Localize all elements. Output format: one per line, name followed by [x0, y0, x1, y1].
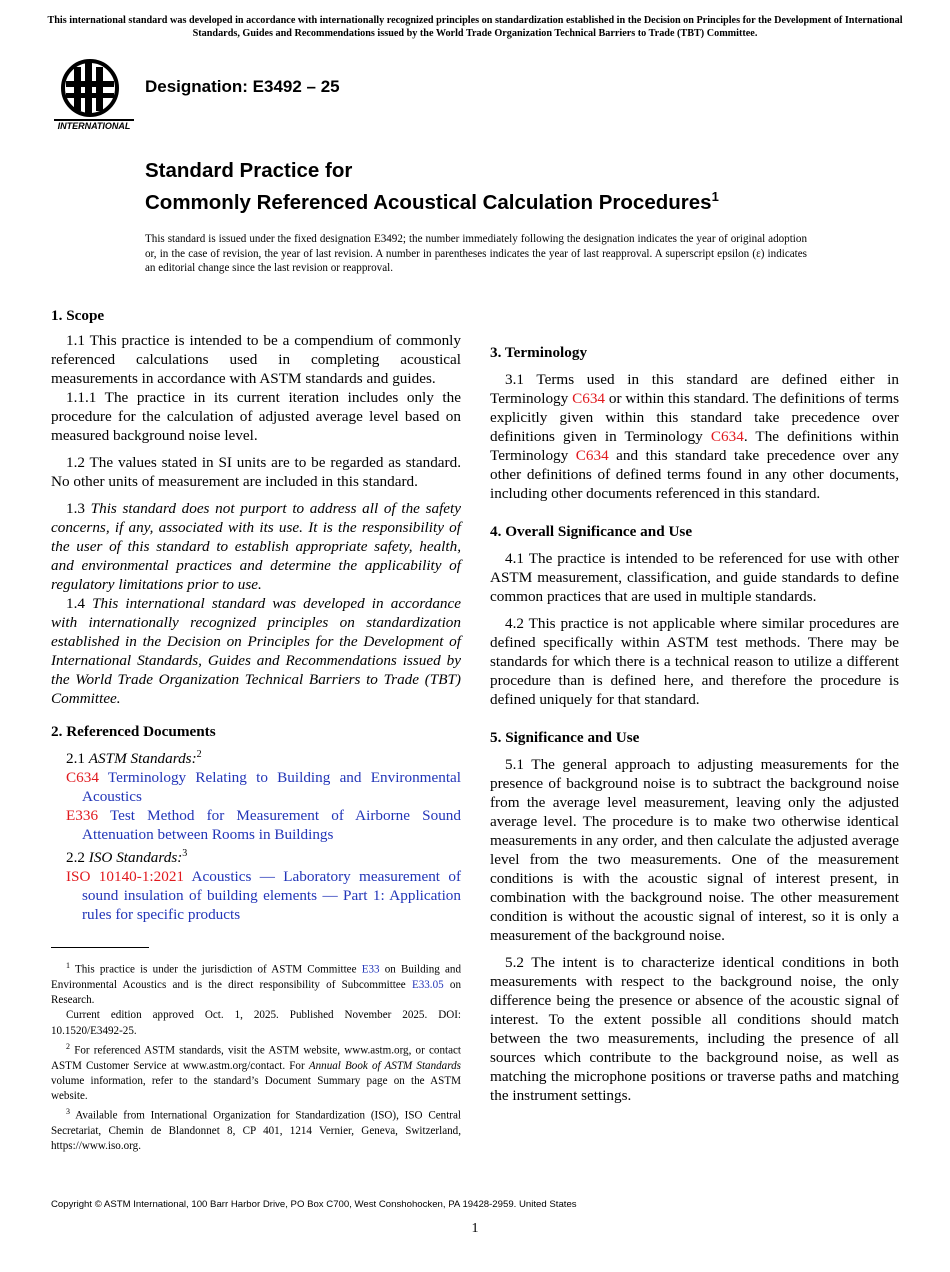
- iso-standards-label: [51, 844, 461, 867]
- para-5-1: 5.1 The general approach to adjusting measurements for the presence of background noise is to subtract the background noise from the average level measurement, leaving only the adjusted average level. The procedure is to make two otherwise identical measurements in any order, and then calculate the adjusted average level from the two measurements. One of the measurement conditions is with the acoustic signal of interest present, in combination with the background noise. The other measurement condition is without the acoustic signal of interest, so it is only a measurement of the background noise.: [490, 756, 899, 944]
- left-column: [51, 306, 461, 924]
- section-heading-significance-and-use: 5. Significance and Use: [490, 729, 640, 746]
- para-1-1: 1.1 This practice is intended to be a compendium of commonly referenced calculations used in completing acoustical measurements in accordance with ASTM standards and guides.: [51, 332, 461, 387]
- e336-link[interactable]: E336: [66, 807, 99, 825]
- astm-logo: [52, 57, 136, 131]
- section-heading-overall-significance: 4. Overall Significance and Use: [490, 523, 693, 540]
- title-footnote-mark: 1: [711, 189, 719, 204]
- astm-standards-number: 2.1: [66, 750, 85, 768]
- para-1-4-number: 1.4: [66, 595, 85, 612]
- designation: Designation: E3492 – 25: [145, 77, 340, 96]
- para-3-1-text-b: or within this standard. The definitions of terms explicitly given within this standard take precedence over definitions given in Terminology: [490, 390, 900, 445]
- copyright-notice: Copyright © ASTM International, 100 Barr Harbor Drive, PO Box C700, West Conshohocken, PA 19428-2959. United States: [51, 1199, 577, 1210]
- reference-c634: [51, 768, 461, 806]
- document-title: [145, 158, 719, 216]
- reference-iso-10140: [51, 867, 461, 924]
- footnote-2-text-a: For referenced ASTM standards, visit the ASTM website, www.astm.org, or contact ASTM Customer Service at www.astm.org/contact. For: [51, 1044, 461, 1072]
- footnote-1-mark: 1: [66, 961, 70, 970]
- para-5-2: 5.2 The intent is to characterize identical conditions in both measurements with respect to the background noise, the only difference being the presence or absence of the acoustic signal of interest. To the extent possible all conditions should match between the two measurements, including the presence of all sources which contribute to the background noise, as well as matching the microphone positions or traverse paths and matching the instrument settings.: [490, 954, 899, 1104]
- terminology-c634-link-3[interactable]: C634: [575, 447, 609, 464]
- section-heading-referenced-documents: 2. Referenced Documents: [51, 723, 216, 740]
- footnote-1-text-b: on Building and Environmental Acoustics and is the direct responsibility of Subcommittee: [51, 963, 461, 991]
- iso-standards-footnote-mark: 3: [182, 848, 188, 860]
- section-heading-scope: 1. Scope: [51, 307, 105, 324]
- section-heading-terminology: 3. Terminology: [490, 344, 588, 361]
- c634-link[interactable]: C634: [66, 769, 99, 787]
- astm-logo-graphic: [52, 57, 136, 131]
- para-3-1-text-d: and this standard take precedence over any other definitions of defined terms found in any other documents, including other documents referenced in this standard.: [490, 447, 899, 502]
- footnotes: [51, 958, 461, 1155]
- c634-title-link[interactable]: Terminology Relating to Building and Environmental Acoustics: [82, 769, 461, 806]
- footnote-1: [51, 958, 461, 1008]
- para-3-1-text-a: 3.1 Terms used in this standard are defined either in Terminology: [490, 371, 899, 407]
- astm-standards-text: ASTM Standards:: [88, 750, 197, 768]
- page-number: 1: [471, 1221, 479, 1236]
- footnote-2-italic: Annual Book of ASTM Standards: [308, 1059, 461, 1072]
- issued-note: This standard is issued under the fixed designation E3492; the number immediately following the designation indicates the year of original adoption or, in the case of revision, the year of last revision. A number in parentheses indicates the year of last reapproval. A superscript epsilon (ε) indicates an editorial change since the last revision or reapproval.: [145, 233, 807, 275]
- header-note: This international standard was developed in accordance with internationally recognized principles on standardization established in the Decision on Principles for the Development of International Standards, Guides and Recommendations issued by the World Trade Organization Technical Barriers to Trade (TBT) Committee.: [47, 15, 903, 39]
- para-3-1: [490, 370, 899, 503]
- para-1-1-1: 1.1.1 The practice in its current iteration includes only the procedure for the calculation of adjusted average level based on measured background noise level.: [51, 389, 461, 444]
- logo-wordmark: INTERNATIONAL: [57, 121, 131, 131]
- reference-e336: [51, 806, 461, 844]
- astm-standards-footnote-mark: 2: [196, 749, 202, 760]
- footnote-1-text-c: on Research.: [51, 978, 461, 1007]
- footnote-1-edition: Current edition approved Oct. 1, 2025. Published November 2025. DOI: 10.1520/E3492-25.: [51, 1009, 461, 1037]
- terminology-c634-link-2[interactable]: C634: [710, 428, 744, 445]
- para-1-3-number: 1.3: [66, 500, 85, 517]
- footnote-2-text-b: volume information, refer to the standard’s Document Summary page on the ASTM website.: [51, 1074, 461, 1102]
- para-4-1: 4.1 The practice is intended to be referenced for use with other ASTM measurement, classification, and guide standards to define common practices that are used in multiple standards.: [490, 550, 899, 605]
- astm-standards-label: [51, 745, 461, 768]
- para-1-4: [51, 594, 461, 708]
- title-line-2: Commonly Referenced Acoustical Calculation Procedures: [145, 190, 712, 214]
- terminology-c634-link-1[interactable]: C634: [572, 390, 606, 407]
- footnote-rule: [51, 947, 149, 948]
- footnote-3-mark: 3: [66, 1107, 70, 1117]
- iso-reference-continuation-space: [490, 306, 899, 327]
- e336-title-link[interactable]: Test Method for Measurement of Airborne Sound Attenuation between Rooms in Buildings: [82, 807, 461, 844]
- footnote-2: [51, 1039, 461, 1105]
- para-1-3: [51, 499, 461, 594]
- para-1-3-text: This standard does not purport to address all of the safety concerns, if any, associated with its use. It is the responsibility of the user of this standard to establish appropriate safety, health, and environmental practices and determine the applicability of regulatory limitations prior to use.: [51, 500, 462, 593]
- e33-05-link[interactable]: E33.05: [411, 978, 444, 991]
- footnote-3: [51, 1104, 461, 1154]
- iso-10140-link[interactable]: ISO 10140-1:2021: [66, 868, 185, 886]
- title-line-1: Standard Practice for: [145, 159, 353, 182]
- para-1-2: 1.2 The values stated in SI units are to be regarded as standard. No other units of measurement are included in this standard.: [51, 454, 461, 490]
- iso-standards-number: 2.2: [66, 849, 85, 867]
- footnote-3-text: Available from International Organization for Standardization (ISO), ISO Central Secretariat, Chemin de Blandonnet 8, CP 401, 1214 Vernier, Geneva, Switzerland, https://www.iso.org.: [51, 1109, 461, 1153]
- iso-standards-text: ISO Standards:: [88, 849, 183, 867]
- para-4-2: 4.2 This practice is not applicable where similar procedures are defined specifically within ASTM test methods. There may be standards for which there is a technical reason to utilize a different procedure than is defined here, and therefore the procedure is defined uniquely for that standard.: [490, 615, 899, 708]
- para-3-1-text-c: . The definitions within Terminology: [490, 428, 900, 464]
- footnote-2-mark: 2: [66, 1041, 70, 1051]
- iso-10140-title-link[interactable]: Acoustics — Laboratory measurement of sound insulation of building elements — Part 1: Application rules for specific products: [82, 868, 461, 924]
- e33-link[interactable]: E33: [361, 963, 380, 976]
- footnote-1-text-a: This practice is under the jurisdiction of ASTM Committee: [74, 963, 357, 976]
- right-column: [490, 306, 899, 1105]
- para-1-4-text: This international standard was developed in accordance with internationally recognized principles on standardization established in the Decision on Principles for the Development of International Standards, Guides and Recommendations issued by the World Trade Organization Technical Barriers to Trade (TBT) Committee.: [51, 595, 462, 707]
